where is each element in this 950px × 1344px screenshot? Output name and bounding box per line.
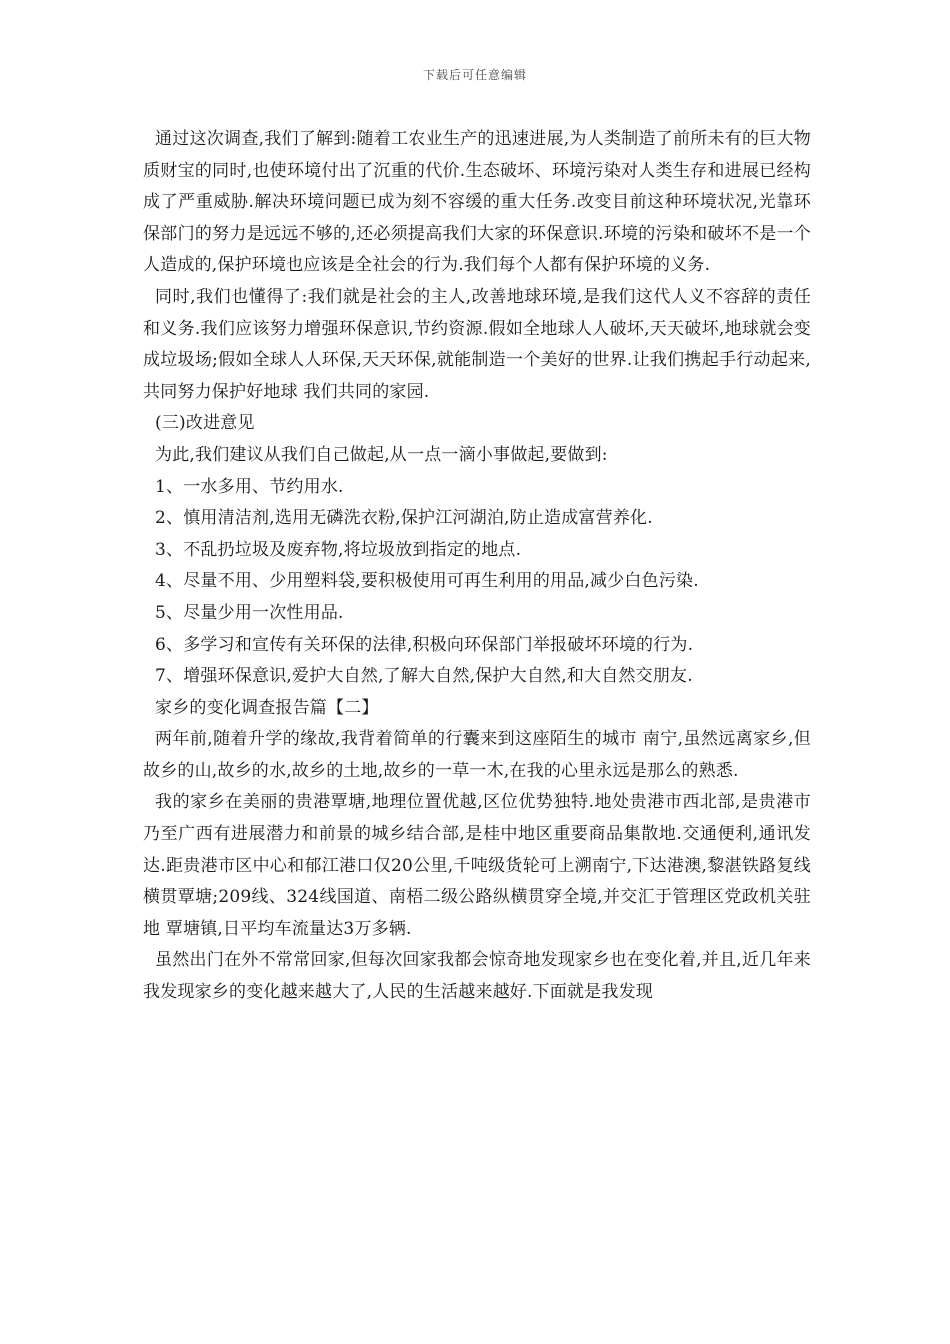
list-item-4: 4、尽量不用、少用塑料袋,要积极使用可再生利用的用品,减少白色污染. [155,571,699,592]
document-body [143,124,811,1009]
section-heading-suggestions: (三)改进意见 [155,413,255,434]
list-item-1: 1、一水多用、节约用水. [155,476,344,497]
page-header: 下载后可任意编辑 [422,68,527,82]
paragraph-hometown-location: 我的家乡在美丽的贵港覃塘,地理位置优越,区位优势独特.地处贵港市西北部,是贵港市乃至广西有进展潜力和前景的城乡结合部,是桂中地区重要商品集散地.交通便利,通讯发达.距贵港市区中心和郁江港口仅20公里,千吨级货轮可上溯南宁,下达港澳,黎湛铁路复线横贯覃塘;209线、324线国道、南梧二级公路纵横贯穿全境,并交汇于管理区党政机关驻地 覃塘镇,日平均车流量达3万多辆. [143,792,811,939]
paragraph-survey-conclusion: 通过这次调查,我们了解到:随着工农业生产的迅速进展,为人类制造了前所未有的巨大物质财宝的同时,也使环境付出了沉重的代价.生态破坏、环境污染对人类生存和进展已经构成了严重威胁.解决环境问题已成为刻不容缓的重大任务.改变目前这种环境状况,光靠环保部门的努力是远远不够的,还必须提高我们大家的环保意识.环境的污染和破坏不是一个人造成的,保护环境也应该是全社会的行为.我们每个人都有保护环境的义务. [143,129,811,276]
paragraph-responsibility: 同时,我们也懂得了:我们就是社会的主人,改善地球环境,是我们这代人义不容辞的责任和义务.我们应该努力增强环保意识,节约资源.假如全地球人人破坏,天天破坏,地球就会变成垃圾场;假如全球人人环保,天天环保,就能制造一个美好的世界.让我们携起手行动起来,共同努力保护好地球 我们共同的家园. [143,286,811,402]
list-item-2: 2、慎用清洁剂,选用无磷洗衣粉,保护江河湖泊,防止造成富营养化. [155,508,653,529]
paragraph-nanning: 两年前,随着升学的缘故,我背着简单的行囊来到这座陌生的城市 南宁,虽然远离家乡,但故乡的山,故乡的水,故乡的土地,故乡的一草一木,在我的心里永远是那么的熟悉. [143,729,811,781]
paragraph-hometown-changes: 虽然出门在外不常常回家,但每次回家我都会惊奇地发现家乡也在变化着,并且,近几年来我发现家乡的变化越来越大了,人民的生活越来越好.下面就是我发现 [143,950,811,1003]
list-item-7: 7、增强环保意识,爱护大自然,了解大自然,保护大自然,和大自然交朋友. [155,666,693,687]
list-item-3: 3、不乱扔垃圾及废弃物,将垃圾放到指定的地点. [155,539,522,560]
list-item-5: 5、尽量少用一次性用品. [155,602,344,623]
article-title-part-two: 家乡的变化调查报告篇【二】 [155,697,379,718]
list-item-6: 6、多学习和宣传有关环保的法律,积极向环保部门举报破坏环境的行为. [155,634,694,655]
paragraph-suggestions-intro: 为此,我们建议从我们自己做起,从一点一滴小事做起,要做到: [155,444,608,465]
